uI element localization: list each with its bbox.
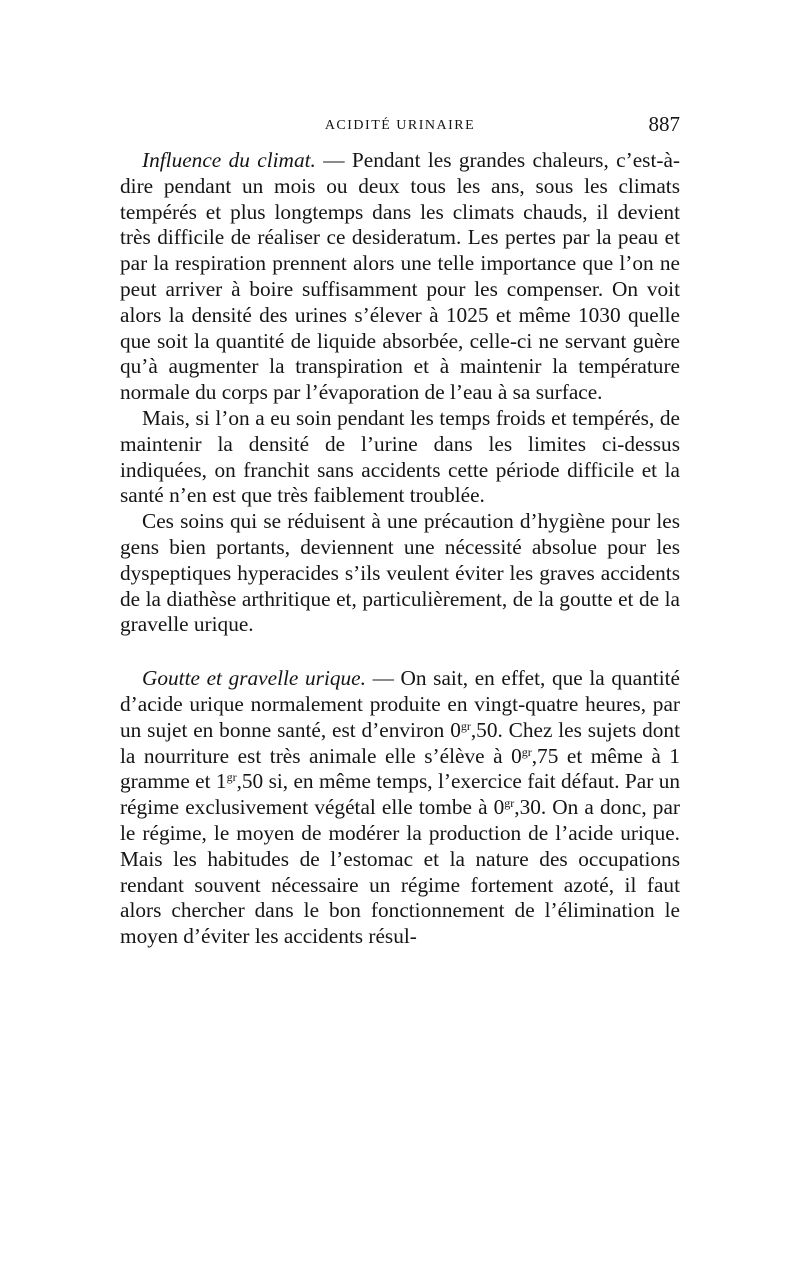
section-heading-climate: Influence du climat. [142,148,316,172]
section-heading-gout: Goutte et gravelle urique. [142,666,366,691]
paragraph-cold-season: Mais, si l’on a eu soin pendant les temps froids et tempérés, de maintenir la densité de l’urine dans les limites ci-dessus indiquées, on franchit sans accidents cette période difficile et la santé n’en est que très faiblement troublée. [120,405,680,508]
unit-gram-4: gr [504,796,515,811]
paragraph-climate [120,148,680,406]
paragraph-gout [120,666,680,950]
page-number: 887 [648,112,680,136]
running-title: ACIDITÉ URINAIRE [324,118,476,133]
book-page [120,112,680,950]
gout-text-2: ,50. Chez les sujets dont la nourriture est très animale elle s’élève à 0 [120,717,680,768]
gout-text-5: ,30. On a donc, par le régime, le moyen de modérer la production de l’acide urique. Mais les habitudes de l’estomac et la nature des occupations rendant souvent nécessaire un régime fortement azoté, il faut alors chercher dans le bon fonctionnement de l’élimination le moyen d’éviter les accidents résul- [120,795,680,949]
paragraph-climate-text: — Pendant les grandes chaleurs, c’est-à-dire pendant un mois ou deux tous les ans, sous les climats tempérés et plus longtemps dans les climats chauds, il devient très difficile de réaliser ce desideratum. Les pertes par la peau et par la respiration prennent alors une telle importance que l’on ne peut arriver à boire suffisamment pour les compenser. On voit alors la densité des urines s’élever à 1025 et même 1030 quelle que soit la quantité de liquide absorbée, celle-ci ne servant guère qu’à augmenter la transpiration et à maintenir la température normale du corps par l’évaporation de l’eau à sa surface. [120,148,681,405]
gout-text-1: — On sait, en effet, que la quantité d’acide urique normalement produite en vingt-quatre heures, par un sujet en bonne santé, est d’environ 0 [120,666,680,742]
section-gap [120,638,680,666]
gout-text-3: ,75 et même à 1 gramme et 1 [120,743,680,794]
gout-text-4: ,50 si, en même temps, l’exercice fait défaut. Par un régime exclusivement végétal elle tombe à 0 [120,769,680,820]
running-header [120,112,680,148]
unit-gram-2: gr [521,744,532,759]
paragraph-hygiene: Ces soins qui se réduisent à une précaution d’hygiène pour les gens bien portants, deviennent une nécessité absolue pour les dyspeptiques hyperacides s’ils veulent éviter les graves accidents de la diathèse arthritique et, particulièrement, de la goutte et de la gravelle urique. [120,509,680,637]
unit-gram-3: gr [226,770,237,785]
unit-gram-1: gr [460,718,471,733]
